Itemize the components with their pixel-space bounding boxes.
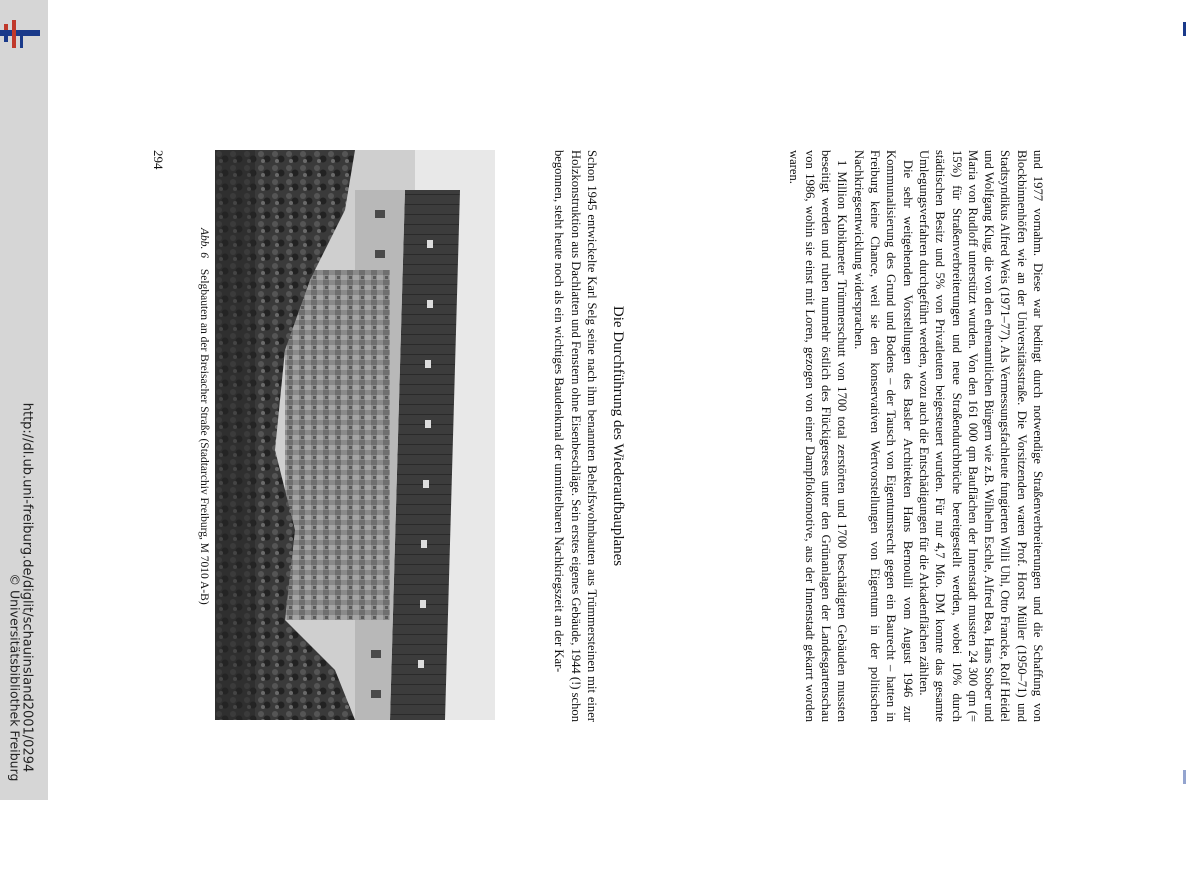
section-heading-block [609, 150, 626, 722]
right-edge-marker-bottom [1183, 770, 1186, 784]
caption-text: Selgbauten an der Breisacher Straße (Stadtarchiv Freiburg, M 7010 A-B) [198, 268, 210, 605]
paragraph-1: und 1977 vornahm. Diese war bedingt durch notwendige Straßenverbreiterungen und die Schaffung von Blockbinnenhöfen wie an der Universitätsstraße. Die Vorsitzenden waren Prof. Horst Müller (1950–71) und Stadtsyndikus Alfred Weis (1971–77). Als Vermessungsfachleute fungierten Willi Uhl, Otto Francke, Rolf Heidel und Wolfgang Klug, die von den ehrenamtlichen Bürgern wie z.B. Wilhelm Eschle, Alfred Bea, Hans Stober und Maria von Rudloff unterstützt wurden. Von den 161 000 qm Bauflächen der Innenstadt mussten 24 300 qm (= 15%) für Straßenverbreiterungen und neue Straßendurchbrüche bereitgestellt werden, wobei 10% durch städtischen Besitz und 5% von Privatleuten beigesteuert wurden. Für nur 4,7 Mio. DM konnte das gesamte Umlegungsverfahren durchgeführt werden, wozu auch die Entschädigungen für die Arkadenflächen zählten. [916, 150, 1045, 722]
paragraph-2: Die sehr weitgehenden Vorstellungen des Basler Architekten Hans Bernoulli vom August 1946 zur Kommunalisierung des Grund und Bodens – der Tausch von Eigentumsrecht gegen ein Baurecht – hatten in Freiburg keine Chance, weil sie den konservativen Wertvorstellungen von Eigentum in der politischen Nachkriegsentwicklung widersprachen. [851, 150, 915, 722]
figure-caption [198, 228, 210, 605]
copyright-notice: © Universitätsbibliothek Freiburg [7, 573, 23, 782]
caption-label: Abb. 6 [198, 228, 210, 259]
section-heading: Die Durchführung des Wiederaufbauplanes [610, 305, 626, 567]
right-edge-marker [1183, 22, 1186, 36]
university-library-logo-icon[interactable] [0, 14, 40, 54]
paragraph-3: 1 Million Kubikmeter Trümmerschutt von 1700 total zerstörten und 1700 beschädigten Gebäuden mussten beseitigt werden und ruhen nunmehr östlich des Flückigersees unter den Grünanlagen der Landesgartenschau von 1986, wohin sie einst mit Loren, gezogen von einer Dampflokomotive, aus der Innenstadt gekarrt worden waren. [786, 150, 850, 722]
viewer-sidebar [0, 0, 48, 800]
page-number: 294 [151, 150, 166, 170]
paragraph-4: Schon 1945 entwickelte Karl Selg seine nach ihm benannten Behelfswohnbauten aus Trümmersteinen mit einer Holzkonstruktion aus Dachlatten und Fenstern ohne Eisenbeschläge. Sein erstes eigenes Gebäude, 1944 (!) schon begonnen, steht heute noch als ein wichtiges Baudenkmal der unmittelbaren Nachkriegszeit an der Kar- [552, 150, 599, 722]
main-text-block [785, 150, 1046, 722]
photograph-selgbauten [215, 150, 495, 720]
after-heading-block [551, 150, 600, 722]
page-number-block [150, 150, 166, 170]
source-url-link[interactable]: http://dl.ub.uni-freiburg.de/diglit/schauinsland2001/0294 [19, 402, 35, 773]
